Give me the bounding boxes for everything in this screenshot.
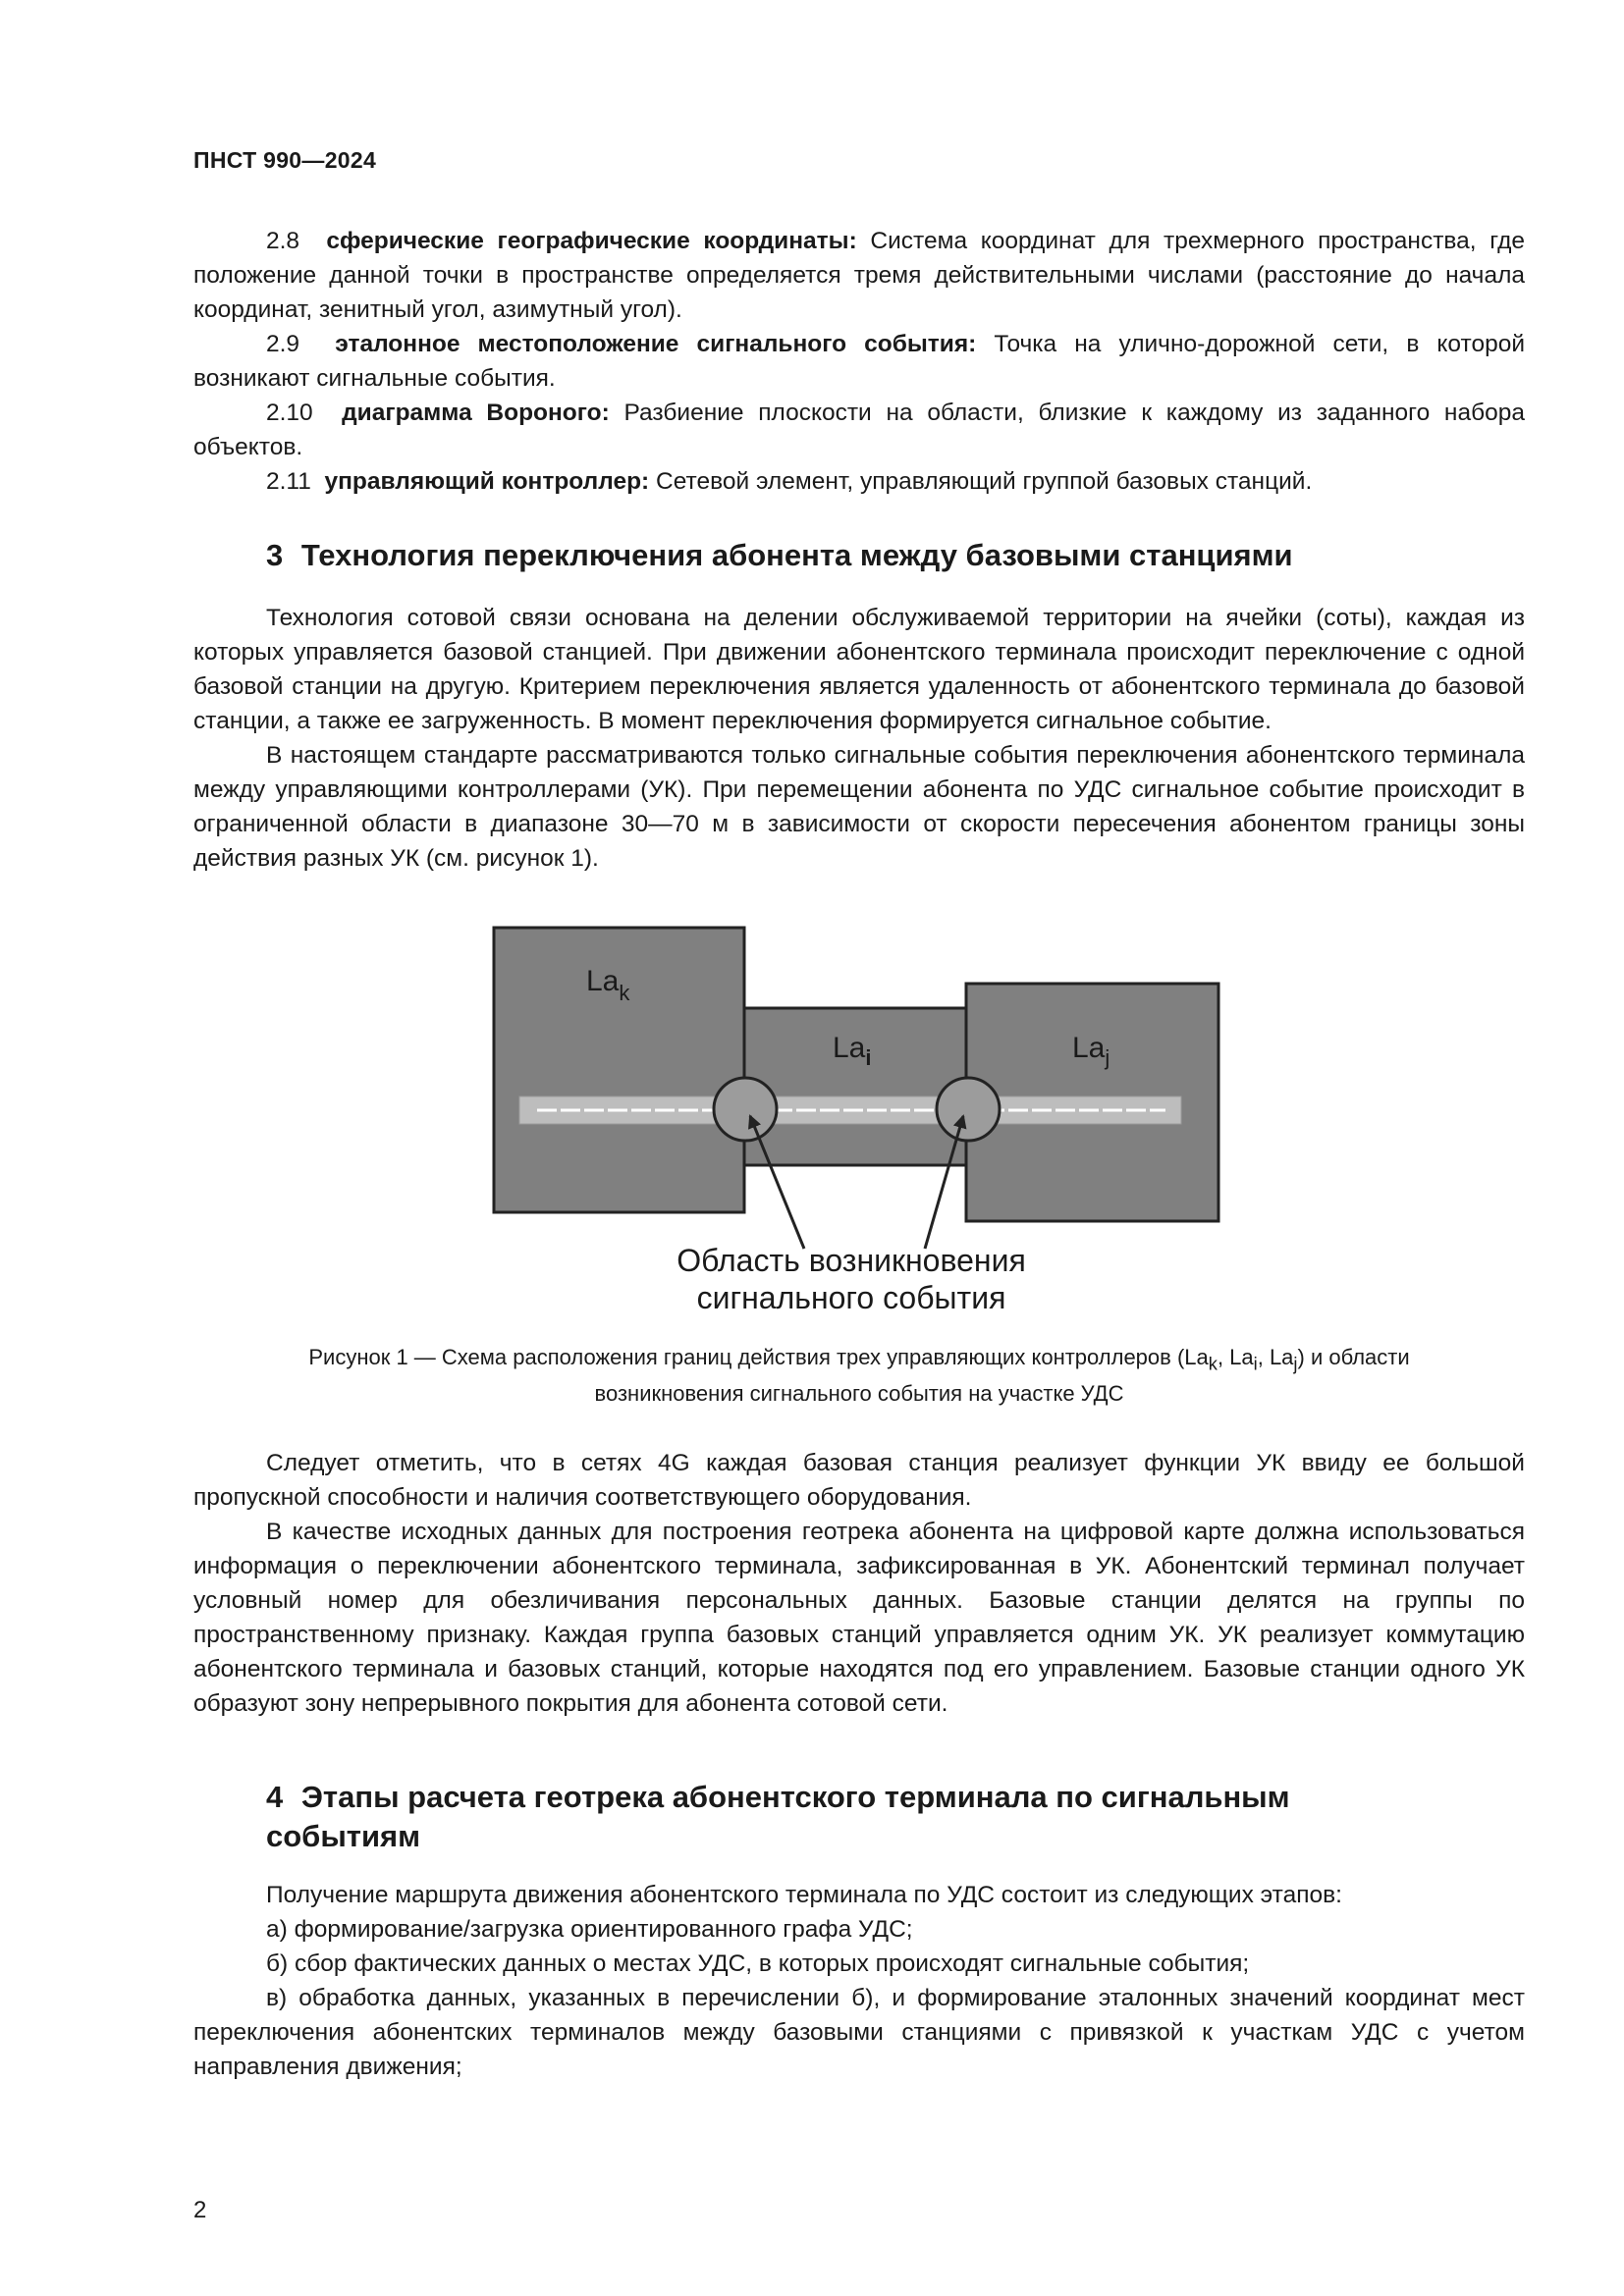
definition-number: 2.11 xyxy=(266,468,311,495)
list-item-c: в) обработка данных, указанных в перечислении б), и формирование эталонных значений координат мест переключения абонентских терминалов между базовыми станциями с привязкой к участкам УДС с учетом направления движения; xyxy=(193,1985,1525,2081)
zone-j-label: $La_j$ xyxy=(1072,1032,1110,1070)
page-number: 2 xyxy=(193,2197,207,2223)
definition-text: Точка на улично-дорожной сети, в которой возникают сигнальные события. xyxy=(193,331,1526,392)
figure-1-caption xyxy=(193,1342,1525,1409)
definition-term: эталонное местоположение сигнального события: xyxy=(335,331,977,357)
caption-line-2: возникновения сигнального события на участке УДС xyxy=(594,1381,1124,1407)
section-3-paragraph-3: Следует отметить, что в сетях 4G каждая базовая станция реализует функции УК ввиду ее большой пропускной способности и наличия соответствующего оборудования. xyxy=(193,1450,1525,1512)
section-3-paragraph-1: Технология сотовой связи основана на делении обслуживаемой территории на ячейки (соты), каждая из которых управляется базовой станцией. При движении абонентского терминала происходит переключение с одной базовой станции на другую. Критерием переключения является удаленность от абонентского терминала до базовой станции, а также ее загруженность. В момент переключения формируется сигнальное событие. xyxy=(193,605,1525,734)
caption-text: ) и области xyxy=(1297,1345,1410,1369)
definition-number: 2.10 xyxy=(266,400,313,426)
caption-text: , La xyxy=(1217,1345,1254,1369)
zone-k-rect xyxy=(494,928,744,1212)
caption-sub: i xyxy=(1253,1353,1258,1374)
section-title: Технология переключения абонента между базовыми станциями xyxy=(300,538,1293,572)
definition-2-10 xyxy=(193,396,1525,464)
section-3-paragraph-4: В качестве исходных данных для построения геотрека абонента на цифровой карте должна использоваться информация о переключении абонентского терминала, зафиксированная в УК. Абонентский терминал получает условный номер для обезличивания персональных данных. Базовые станции делятся на группы по пространственному признаку. Каждая группа базовых станций управляется одним УК. УК реализует коммутацию абонентского терминала и базовых станций, которые находятся под его управлением. Базовые станции одного УК образуют зону непрерывного покрытия для абонента сотовой сети. xyxy=(193,1519,1525,1718)
caption-line-1 xyxy=(193,1342,1525,1378)
definition-text: Разбиение плоскости на области, близкие к каждому из заданного набора объектов. xyxy=(193,400,1525,460)
definition-number: 2.8 xyxy=(266,228,300,254)
area-label-line-1: Область возникновения xyxy=(677,1243,1026,1278)
signal-event-area-1 xyxy=(714,1078,777,1141)
zone-i-label: $La_i$ xyxy=(833,1032,872,1070)
section-number: 3 xyxy=(266,538,284,572)
section-4-intro: Получение маршрута движения абонентского терминала по УДС состоит из следующих этапов: xyxy=(266,1882,1342,1909)
definition-2-8 xyxy=(193,224,1525,327)
caption-text: , La xyxy=(1257,1345,1294,1369)
section-title: Этапы расчета геотрека абонентского терминала по сигнальным xyxy=(300,1780,1290,1815)
definition-2-11 xyxy=(193,464,1525,499)
caption-text: Рисунок 1 — Схема расположения границ действия трех управляющих контроллеров (La xyxy=(308,1345,1209,1369)
section-3-heading xyxy=(266,536,1525,575)
definition-number: 2.9 xyxy=(266,331,300,357)
caption-sub: k xyxy=(1208,1353,1218,1374)
definition-text: Система координат для трехмерного пространства, где положение данной точки в пространстве определяется тремя действительными числами (расстояние до начала координат, зенитный угол, азимутный угол). xyxy=(193,228,1526,323)
document-code: ПНСТ 990—2024 xyxy=(193,147,377,173)
section-title-cont: событиям xyxy=(266,1819,421,1854)
definition-term: диаграмма Вороного: xyxy=(342,400,610,426)
definition-text: Сетевой элемент, управляющий группой базовых станций. xyxy=(656,468,1313,495)
area-label-line-2: сигнального события xyxy=(696,1280,1006,1315)
list-item-b: б) сбор фактических данных о местах УДС, в которых происходят сигнальные события; xyxy=(266,1950,1250,1978)
definition-term: управляющий контроллер: xyxy=(324,468,650,495)
figure-1 xyxy=(193,920,1525,1322)
section-number: 4 xyxy=(266,1780,284,1815)
section-3-paragraph-2: В настоящем стандарте рассматриваются только сигнальные события переключения абонентского терминала между управляющими контроллерами (УК). При перемещении абонента по УДС сигнальное событие происходит в ограниченной области в диапазоне 30—70 м в зависимости от скорости пересечения абонентом границы зоны действия разных УК (см. рисунок 1). xyxy=(193,742,1525,872)
definition-term: сферические географические координаты: xyxy=(326,228,857,254)
zone-k-label: $La_k$ xyxy=(586,965,630,1005)
caption-sub: j xyxy=(1293,1353,1298,1374)
figure-1-diagram xyxy=(193,920,1525,1322)
list-item-a: а) формирование/загрузка ориентированного графа УДС; xyxy=(266,1916,913,1944)
section-4-heading xyxy=(266,1778,1525,1856)
definition-2-9 xyxy=(193,327,1525,396)
signal-event-area-2 xyxy=(937,1078,1000,1141)
page-content xyxy=(193,224,1525,2084)
